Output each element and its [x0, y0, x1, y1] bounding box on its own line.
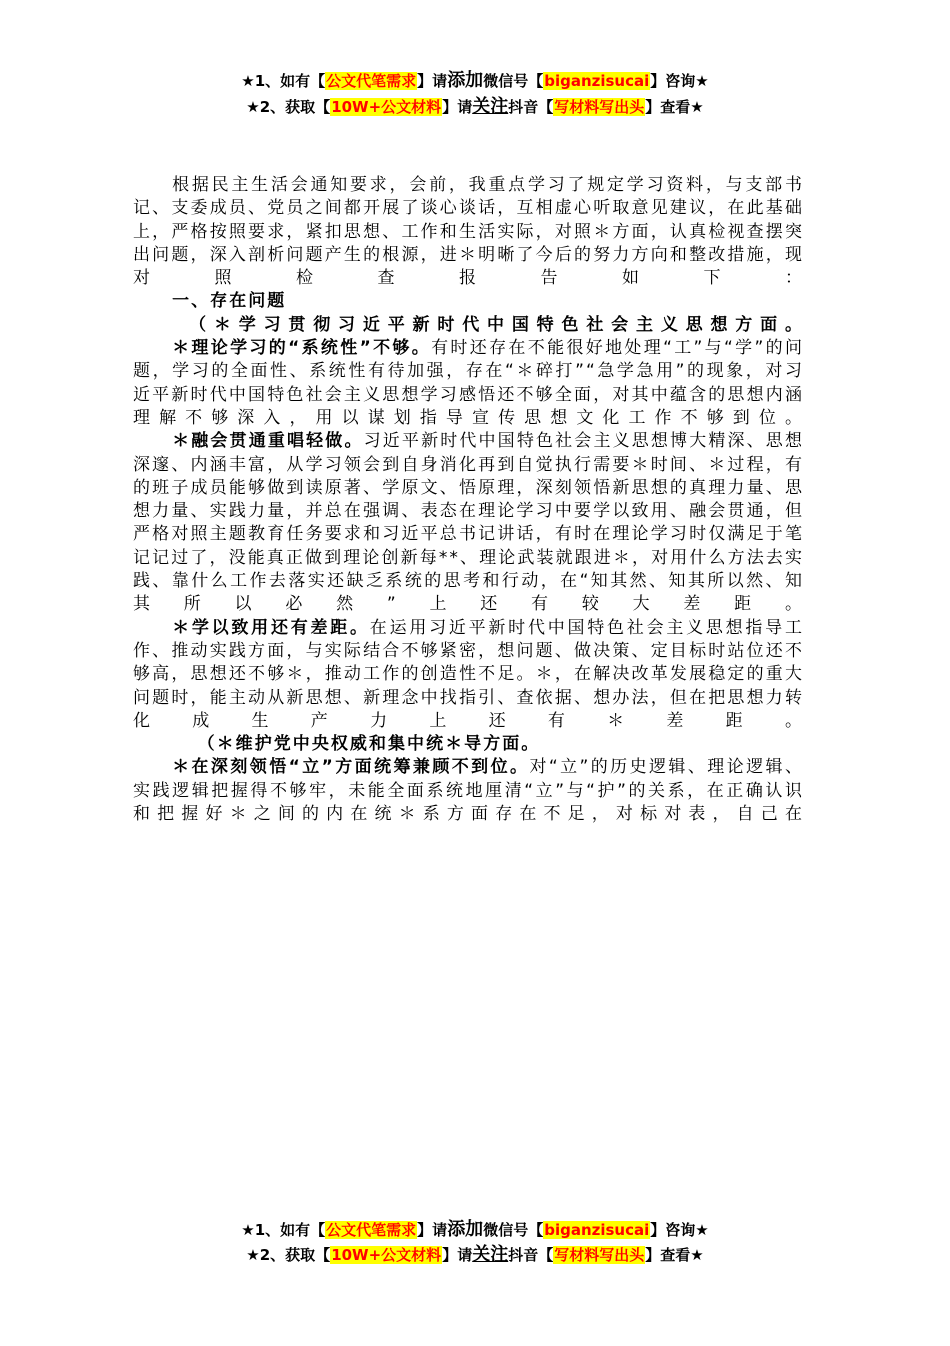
point-title: ＊融会贯通重唱轻做。 — [172, 431, 364, 452]
banner-prefix: ★2、获取【 — [246, 98, 331, 116]
banner-suffix: 】查看★ — [645, 1246, 704, 1264]
banner-text: 微信号【 — [483, 72, 544, 90]
banner-suffix: 】查看★ — [645, 98, 704, 116]
banner-text: 】请 — [417, 72, 448, 90]
banner-text: 】请 — [442, 98, 473, 116]
banner-prefix: ★2、获取【 — [246, 1246, 331, 1264]
heading-subsection-2 — [133, 733, 804, 756]
banner-suffix: 】咨询★ — [650, 72, 709, 90]
promo-banner-line-2 — [0, 96, 950, 118]
promo-banner-footer-line-2 — [0, 1244, 950, 1266]
paragraph-text: 有时还存在不能很好地处理“工”与“学”的问题，学习的全面性、系统性有待加强，存在“＊碎打”“急学急用”的现象，对习近平新时代中国特色社会主义思想学习感悟还不够全面，对其中蕴含的思想内涵理解不够深入，用以谋划指导宣传思想文化工作不够到位。 — [133, 338, 804, 428]
paragraph-text: 根据民主生活会通知要求，会前，我重点学习了规定学习资料，与支部书记、支委成员、党员之间都开展了谈心谈话，互相虚心听取意见建议，在此基础上，严格按照要求，紧扣思想、工作和生活实际，对照＊方面，认真检视查摆突出问题，深入剖析问题产生的根源，进＊明晰了今后的努力方向和整改措施，现对照检查报告如下： — [133, 175, 804, 289]
paragraph-point-3 — [133, 617, 804, 733]
paragraph-text: 在运用习近平新时代中国特色社会主义思想指导工作、推动实践方面，与实际结合不够紧密，想问题、做决策、定目标时站位还不够高，思想还不够＊，推动工作的创造性不足。＊，在解决改革发展稳定的重大问题时，能主动从新思想、新理念中找指引、查依据、想办法，但在把思想力转化成生产力上还有＊差距。 — [133, 617, 804, 731]
banner-highlight: biganzisucai — [544, 72, 650, 90]
heading-text: 一、存在问题 — [172, 291, 287, 312]
banner-highlight: biganzisucai — [544, 1221, 650, 1239]
banner-text: 抖音【 — [508, 98, 554, 116]
heading-text: （＊学习贯彻习近平新时代中国特色社会主义思想方面。 — [189, 314, 804, 335]
banner-highlight: 公文代笔需求 — [326, 72, 417, 90]
paragraph-point-2 — [133, 430, 804, 616]
banner-highlight: 公文代笔需求 — [326, 1221, 417, 1239]
point-title: ＊在深刻领悟“立”方面统筹兼顾不到位。 — [172, 757, 530, 778]
banner-emphasis: 添加 — [447, 1219, 484, 1240]
paragraph-text: 对“立”的历史逻辑、理论逻辑、实践逻辑把握得不够牢，未能全面系统地厘清“立”与“护”的关系，在正确认识和把握好＊之间的内在统＊系方面存在不足，对标对表，自己在 — [133, 757, 805, 825]
promo-banner-line-1 — [0, 70, 950, 92]
point-title: ＊理论学习的“系统性”不够。 — [172, 338, 432, 359]
paragraph-point-1 — [133, 337, 804, 430]
banner-emphasis: 添加 — [447, 70, 484, 91]
heading-text: （＊维护党中央权威和集中统＊导方面。 — [197, 734, 541, 755]
banner-text: 微信号【 — [483, 1221, 544, 1239]
banner-suffix: 】咨询★ — [650, 1221, 709, 1239]
paragraph-point-4 — [133, 756, 804, 826]
promo-banner-footer-line-1 — [0, 1219, 950, 1241]
banner-prefix: ★1、如有【 — [241, 72, 326, 90]
banner-emphasis: 关注 — [472, 1244, 509, 1265]
banner-prefix: ★1、如有【 — [241, 1221, 326, 1239]
heading-subsection-1 — [133, 314, 804, 337]
banner-highlight: 写材料写出头 — [554, 1246, 645, 1264]
banner-highlight: 10W+公文材料 — [331, 98, 442, 116]
heading-section-1 — [133, 290, 804, 313]
banner-text: 】请 — [442, 1246, 473, 1264]
banner-emphasis: 关注 — [472, 96, 509, 117]
banner-highlight: 写材料写出头 — [554, 98, 645, 116]
report-body — [133, 174, 804, 826]
banner-text: 抖音【 — [508, 1246, 554, 1264]
banner-highlight: 10W+公文材料 — [331, 1246, 442, 1264]
paragraph-text: 习近平新时代中国特色社会主义思想博大精深、思想深邃、内涵丰富，从学习领会到自身消化再到自觉执行需要＊时间、＊过程，有的班子成员能够做到读原著、学原文、悟原理，深刻领悟新思想的真理力量、思想力量、实践力量，并总在强调、表态在理论学习中要学以致用、融会贯通，但严格对照主题教育任务要求和习近平总书记讲话，有时在理论学习时仅满足于笔记记过了，没能真正做到理论创新每**、理论武装就跟进＊，对用什么方法去实践、靠什么工作去落实还缺乏系统的思考和行动，在“知其然、知其所以然、知其所以必然”上还有较大差距。 — [133, 431, 805, 615]
banner-text: 】请 — [417, 1221, 448, 1239]
paragraph-intro — [133, 174, 804, 290]
point-title: ＊学以致用还有差距。 — [172, 617, 370, 638]
